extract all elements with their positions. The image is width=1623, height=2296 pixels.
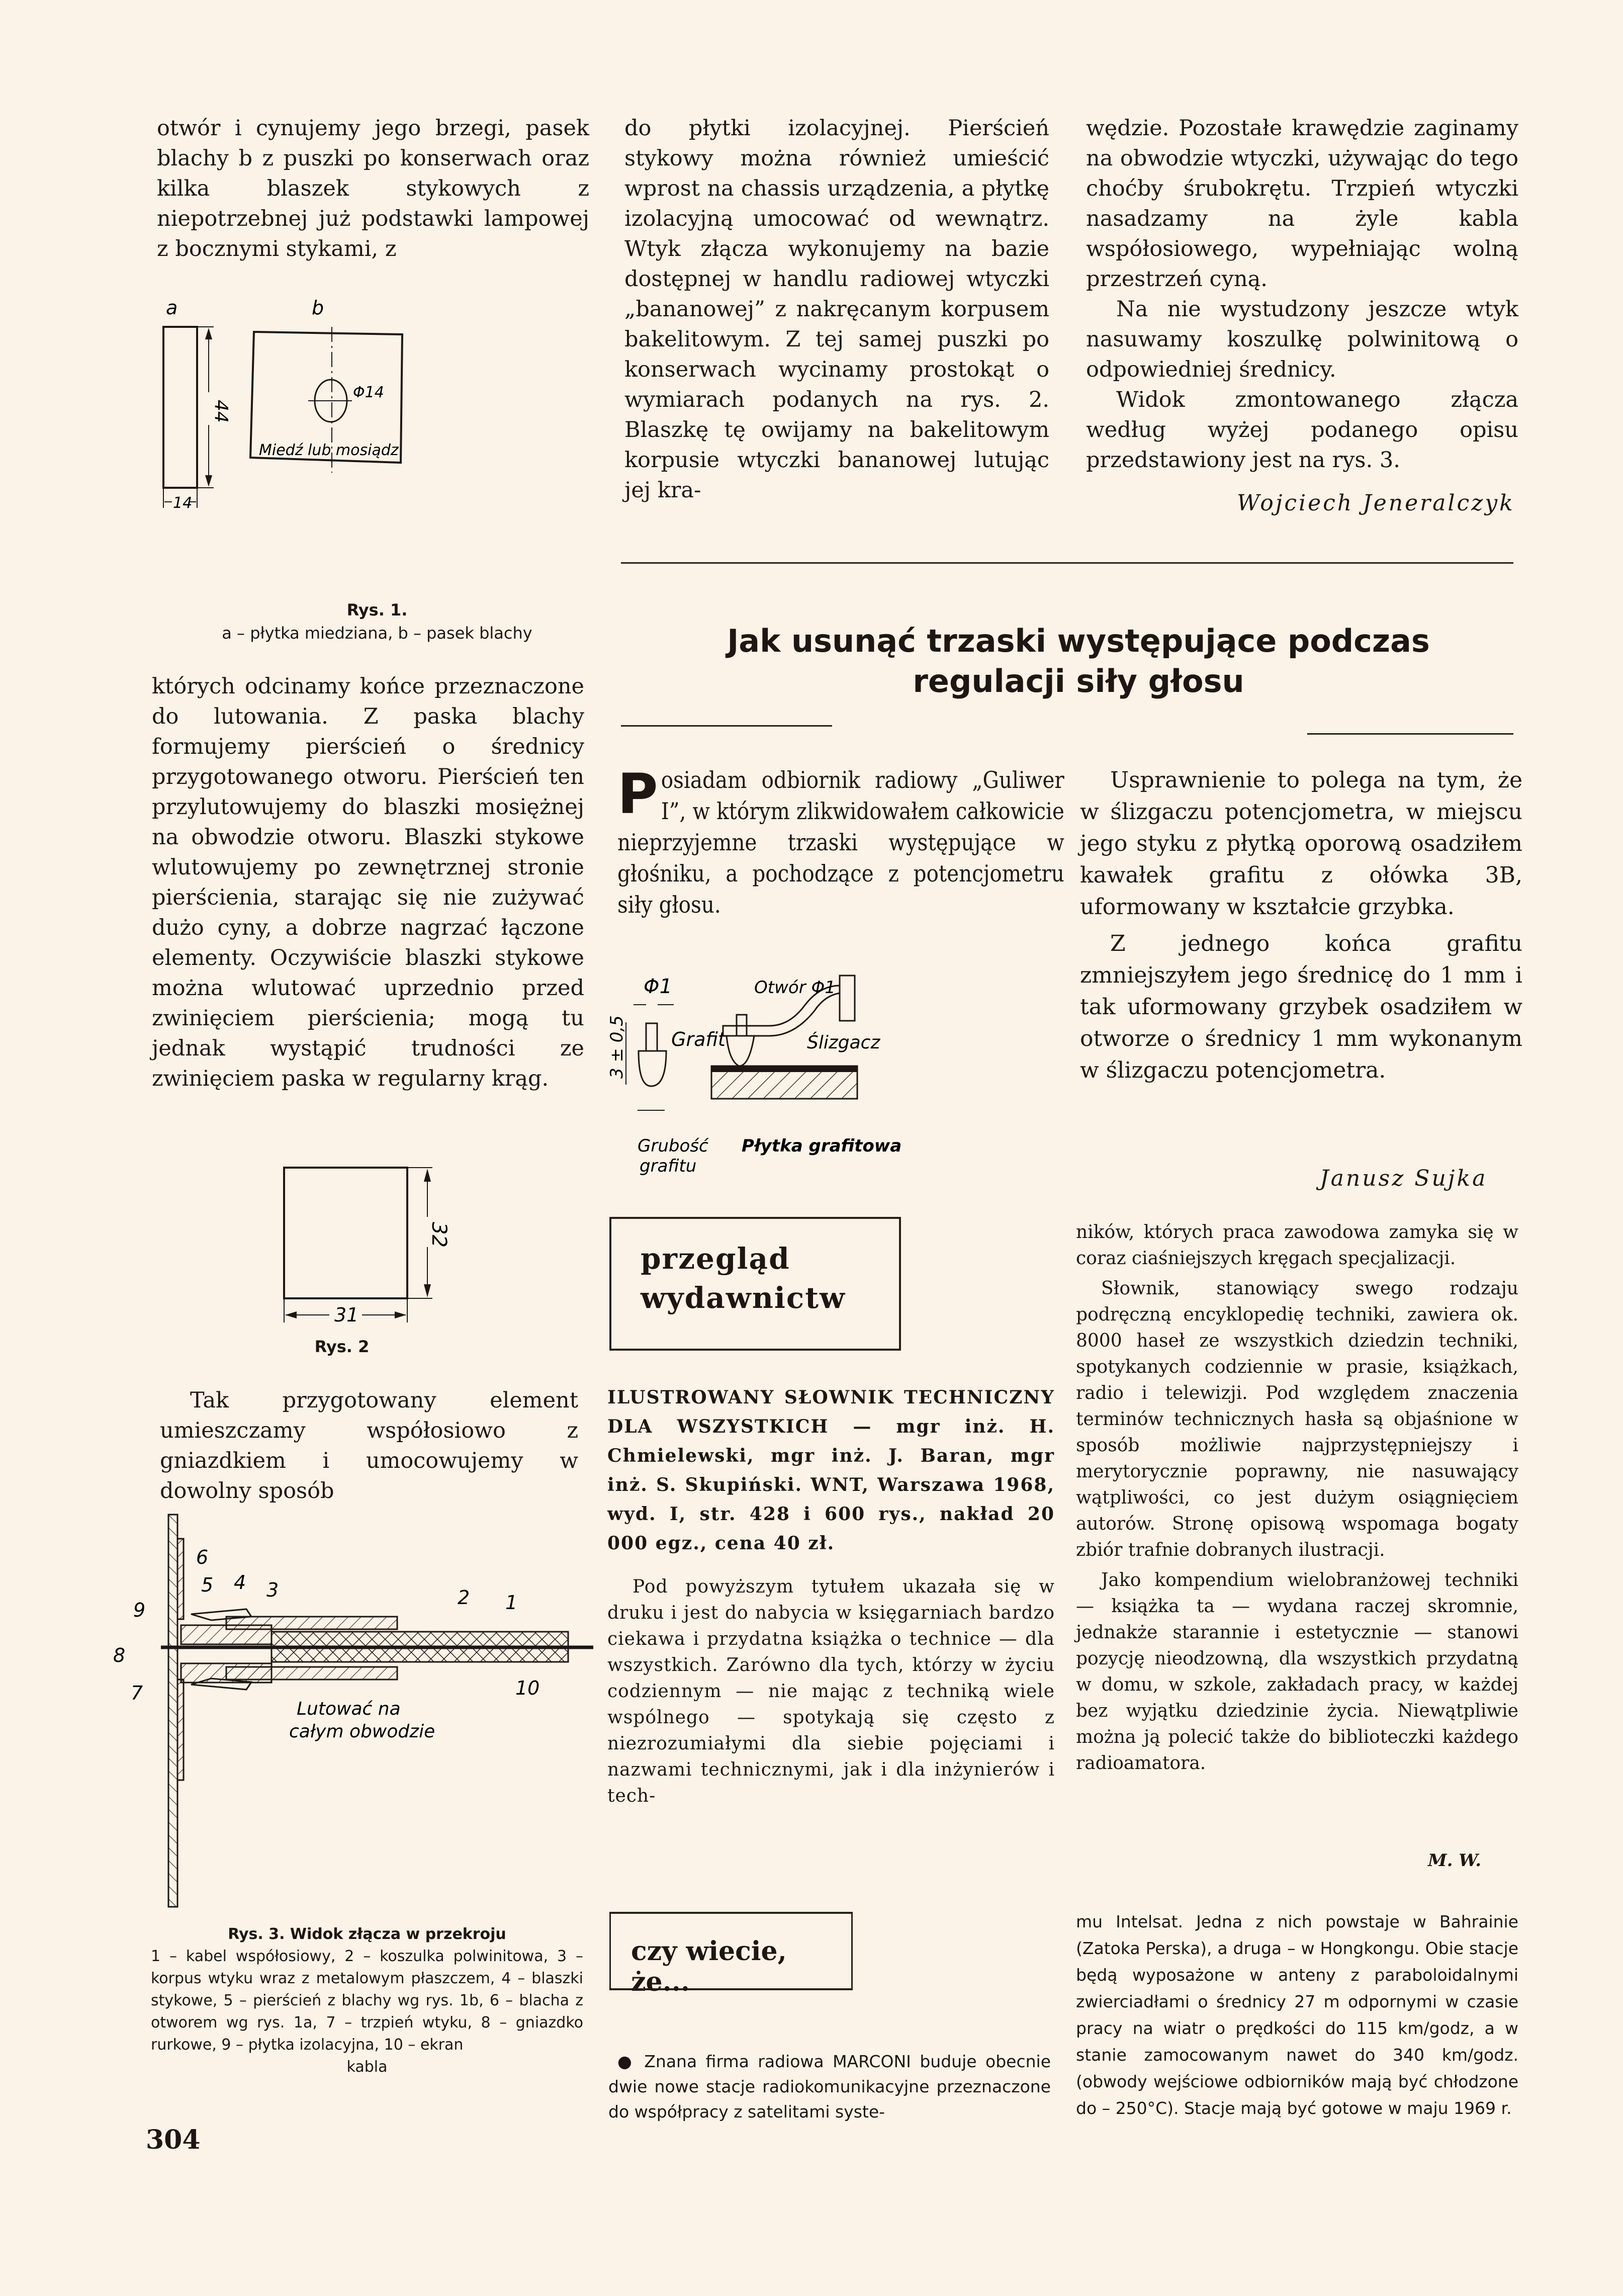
trivia-col2: mu Intelsat. Jedna z nich powstaje w Bahrainie (Zatoka Perska), a druga – w Hongkongu. Obie stacje będą wyposażone w anteny z paraboloidalnymi zwierciadłami o średnicy 27 m odpornymi w czasie pracy na wiatr o prędkości do 115 km/godz, a w stanie zamocowanym nawet do 340 km/godz. (obwody wejściowe odbiorników mają być chłodzone do – 250°C). Stacje mają być gotowe w maju 1969 r. <box>1076 1912 1518 2118</box>
figure1-label-b: b <box>312 297 324 319</box>
review-col2: ników, których praca zawodowa zamyka się w coraz ciaśniejszych kręgach specjalizacji. Słownik, stanowiący swego rodzaju podręczną encyklopedię techniki, zawiera ok. 8000 haseł ze wszystkich dziedzin techniki, spotykanych codziennie w prasie, książkach, radio i telewizji. Pod względem znaczenia terminów technicznych hasła są objaśnione w sposób możliwie najprzystępniejszy i merytorycznie poprawny, nie nasuwający wątpliwości, co jest dużym osiągnięciem autorów. Stronę opisową wspomaga bogaty zbiór trafnie dobranych ilustracji. Jako kompendium wielobranżowej techniki — książka ta — wydana raczej skromnie, jednakże starannie i estetycznie — stanowi pozycję nieodzowną, dla wszystkich przydatną w domu, w szkole, zakładach pracy, w każdej bez wyjątku dziedzinie życia. Niewątpliwie można ją polecić także do biblioteczki każdego radioamatora. <box>1076 1222 1518 1774</box>
figure3-note-line1: Lutować na <box>297 1699 401 1719</box>
figure3-caption-last: kabla <box>346 2058 388 2076</box>
article-separator <box>621 562 1513 564</box>
figure1-dim-width: 14 <box>173 494 193 512</box>
figure3-label-6: 6 <box>196 1546 209 1568</box>
figure4-diagram <box>603 945 1081 1187</box>
figure1-dim-height: 44 <box>211 400 231 423</box>
figure4-label-otwor: Otwór Φ1 <box>754 978 836 998</box>
figure3-label-8: 8 <box>113 1644 126 1666</box>
figure1-caption <box>151 598 603 645</box>
review-book-header: ILUSTROWANY SŁOWNIK TECHNICZNY DLA WSZYSTKICH — mgr inż. H. Chmielewski, mgr inż. J. Baran, mgr inż. S. Skupiński. WNT, Warszawa 1968, wyd. I, str. 428 i 600 rys., nakład 20 000 egz., cena 40 zł. <box>607 1387 1055 1554</box>
figure2-diagram <box>282 1162 463 1328</box>
headline-rule-right <box>1307 733 1513 735</box>
article2-col2: Usprawnienie to polega na tym, że w ślizgaczu potencjometra, w miejscu jego styku z płytką oporową osadziłem kawałek grafitu z ołówka 3B, uformowany w kształcie grzybka. Z jednego końca grafitu zmniejszyłem jego średnicę do 1 mm i tak uformowany grzybek osadziłem w otworze o średnicy 1 mm wykonanym w ślizgaczu potencjometra. <box>1080 767 1522 1083</box>
review-section-title: przegląd wydawnictw <box>641 1242 846 1315</box>
figure3-label-10: 10 <box>515 1677 540 1699</box>
figure1-dim-hole: Φ14 <box>353 384 384 401</box>
page-number: 304 <box>146 2125 201 2155</box>
article1-col3: wędzie. Pozostałe krawędzie zaginamy na obwodzie wtyczki, używając do tego choćby śrubokrętu. Trzpień wtyczki nasadzamy na żyle kabla współosiowego, wypełniając wolną przestrzeń cyną. Na nie wystudzony jeszcze wtyk nasuwamy koszulkę polwinitową o odpowiedniej średnicy. Widok zmontowanego złącza według wyżej podanego opisu przedstawiony jest na rys. 3. <box>1086 116 1518 473</box>
headline-rule-left <box>621 725 832 727</box>
bullet-icon: ● <box>617 2052 636 2071</box>
figure4-label-slizgacz: Ślizgacz <box>807 1032 880 1053</box>
article1-col1-after-rys2: Tak przygotowany element umieszczamy współosiowo z gniazdkiem i umocowujemy w dowolny sposób <box>160 1388 578 1504</box>
review-col1: Pod powyższym tytułem ukazała się w druku i jest do nabycia w księgarniach bardzo ciekawa i przydatna książka o technice — dla wszystkich. Zarówno dla tych, którzy w życiu codziennym — nie mając z techniką wiele wspólnego — spotykają się często z niezrozumiałymi dla siebie pojęciami i nazwami technicznymi, jak i dla inżynierów i tech- <box>607 1576 1055 1806</box>
figure4-dim-top: Φ1 <box>644 975 672 998</box>
figure4-label-plytka: Płytka grafitowa <box>742 1136 902 1156</box>
figure2-dim-width: 31 <box>334 1304 359 1326</box>
figure1-caption-title: Rys. 1. <box>346 600 408 620</box>
trivia-section-title: czy wiecie, że... <box>631 1936 787 1997</box>
figure1-material-label: Miedź lub mosiądz <box>259 441 399 459</box>
figure3-caption-title: Rys. 3. Widok złącza w przekroju <box>228 1925 506 1943</box>
article1-author: Wojciech Jeneralczyk <box>1237 490 1515 516</box>
article2-author: Janusz Sujka <box>1320 1166 1488 1191</box>
figure3-diagram <box>111 1509 603 1911</box>
article1-col2: do płytki izolacyjnej. Pierścień stykowy można również umieścić wprost na chassis urządzenia, a płytkę izolacyjną umocować od wewnątrz. Wtyk złącza wykonujemy na bazie dostępnej w handlu radiowej wtyczki „bananowej” z nakręcanym korpusem bakelitowym. Z tej samej puszki po konserwach wycinamy prostokąt o wymiarach podanych na rys. 2. Blaszkę tę owijamy na bakelitowym korpusie wtyczki bananowej lutując jej kra- <box>624 116 1049 503</box>
figure4-dim-side: 3 ± 0,5 <box>607 1015 627 1079</box>
figure4-label-grubosc: Grubość <box>638 1136 708 1156</box>
figure4-label-grafitu: grafitu <box>640 1156 697 1176</box>
figure3-caption <box>151 1923 583 2078</box>
review-author: M. W. <box>1428 1850 1482 1871</box>
figure3-label-3: 3 <box>266 1579 279 1601</box>
figure3-label-5: 5 <box>201 1574 214 1596</box>
article2-col1: P osiadam odbiornik radiowy „Guliwer I”, w którym zlikwidowałem całkowicie nieprzyjemne trzaski występujące w głośniku, a pochodzące z potencjometru siły głosu. <box>617 762 1064 918</box>
figure4-label-grafit: Grafit <box>671 1028 726 1050</box>
figure3-label-2: 2 <box>458 1586 470 1609</box>
figure3-label-1: 1 <box>505 1592 518 1614</box>
figure3-label-7: 7 <box>131 1682 143 1704</box>
figure1-caption-text: a – płytka miedziana, b – pasek blachy <box>222 624 532 643</box>
article1-col1-bottom: których odcinamy końce przeznaczone do lutowania. Z paska blachy formujemy pierścień o średnicy przygotowanego otworu. Pierścień ten przylutowujemy do blaszki mosiężnej na obwodzie otworu. Blaszki stykowe wlutowujemy po zewnętrznej stronie pierścienia, starając się nie zużywać dużo cyny, a dobrze nagrzać łączone elementy. Oczywiście blaszki stykowe można wlutować uprzednio przed zwinięciem pierścienia; mogą tu jednak wystąpić trudności ze zwinięciem paska w regularny krąg. <box>152 674 584 1091</box>
figure2-dim-height: 32 <box>427 1222 450 1248</box>
dropcap: P <box>617 762 658 826</box>
figure1-diagram <box>151 292 603 573</box>
figure3-caption-text: 1 – kabel współosiowy, 2 – koszulka polwinitowa, 3 – korpus wtyku wraz z metalowym płaszczem, 4 – blaszki stykowe, 5 – pierścień z blachy wg rys. 1b, 6 – blacha z otworem wg rys. 1a, 7 – trzpień wtyku, 8 – gniazdko rurkowe, 9 – płytka izolacyjna, 10 – ekran <box>151 1948 583 2054</box>
trivia-col1: ● Znana firma radiowa MARCONI buduje obecnie dwie nowe stacje radiokomunikacyjne przeznaczone do współpracy z satelitami syste- <box>608 2052 1051 2122</box>
article2-headline: Jak usunąć trzaski występujące podczas regulacji siły głosu <box>727 623 1430 699</box>
figure3-label-9: 9 <box>133 1599 146 1621</box>
article1-col1-top: otwór i cynujemy jego brzegi, pasek blachy b z puszki po konserwach oraz kilka blaszek stykowych z niepotrzebnej już podstawki lampowej z bocznymi stykami, z <box>157 116 589 261</box>
figure2-caption-title: Rys. 2 <box>314 1337 370 1356</box>
figure3-label-4: 4 <box>234 1571 246 1594</box>
trivia-section-box <box>609 1912 853 1997</box>
figure3-note-line2: całym obwodzie <box>289 1721 435 1742</box>
figure1-label-a: a <box>166 297 178 319</box>
